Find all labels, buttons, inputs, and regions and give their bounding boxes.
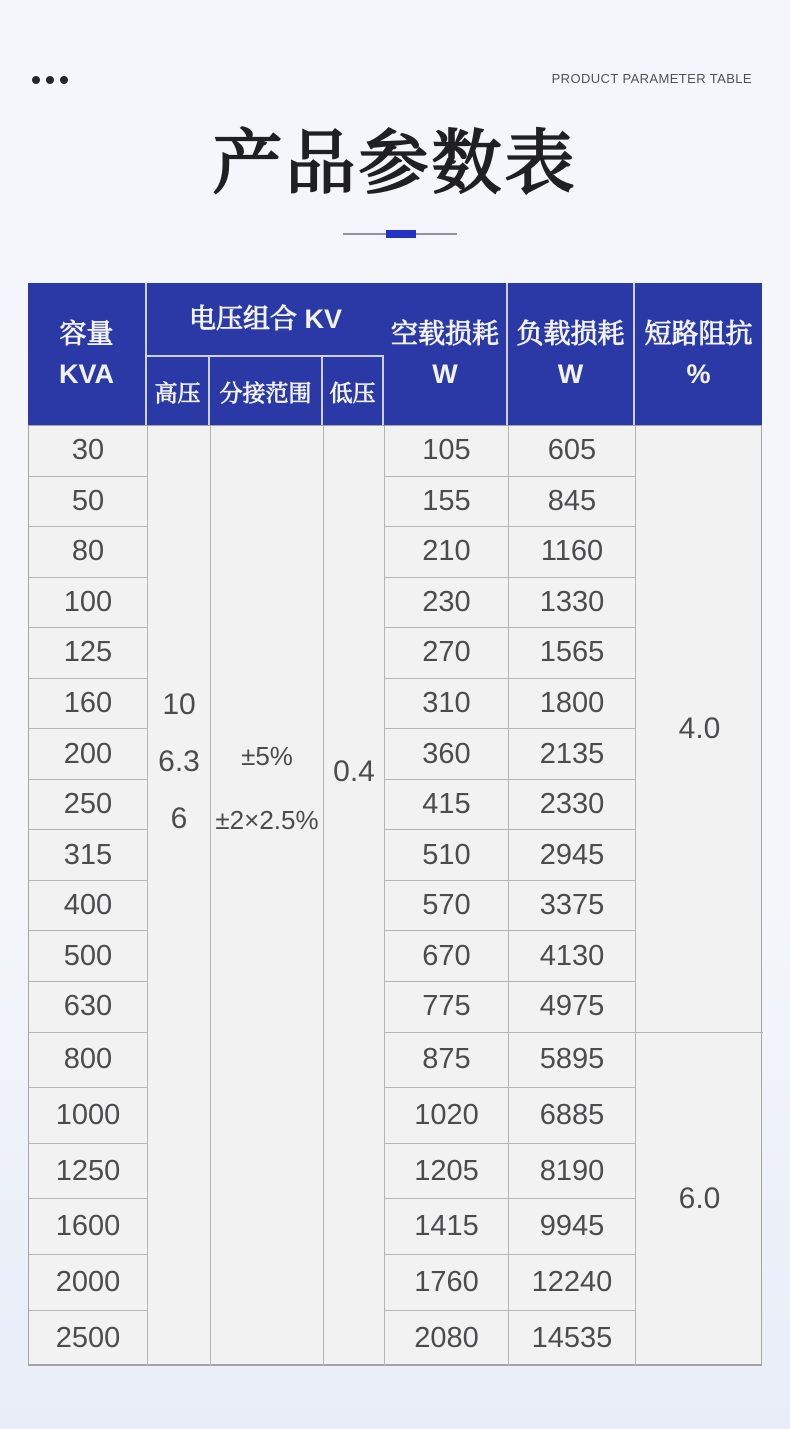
header-load-loss: 负载损耗 W <box>508 283 635 425</box>
cell-load: 6885 <box>509 1088 636 1144</box>
cell-load: 1160 <box>509 527 636 578</box>
cell-no-load: 510 <box>385 830 509 881</box>
cell-load: 1330 <box>509 578 636 629</box>
cell-kva: 400 <box>29 881 148 932</box>
header-no-load-loss: 空载损耗 W <box>384 283 508 425</box>
cell-kva: 160 <box>29 679 148 730</box>
cell-load: 8190 <box>509 1144 636 1200</box>
cell-load: 14535 <box>509 1311 636 1367</box>
cell-kva: 1250 <box>29 1144 148 1200</box>
cell-kva: 2500 <box>29 1311 148 1367</box>
cell-load: 2330 <box>509 780 636 831</box>
menu-dots-icon <box>32 76 68 84</box>
cell-kva: 250 <box>29 780 148 831</box>
header-impedance: 短路阻抗 % <box>644 319 753 389</box>
cell-load: 2135 <box>509 729 636 780</box>
header-capacity: 容量 KVA <box>28 283 147 425</box>
cell-load: 4130 <box>509 931 636 982</box>
table-body <box>28 425 762 1366</box>
cell-no-load: 1205 <box>385 1144 509 1200</box>
cell-no-load: 1415 <box>385 1199 509 1255</box>
cell-no-load: 570 <box>385 881 509 932</box>
eyebrow-label: PRODUCT PARAMETER TABLE <box>551 71 752 86</box>
cell-no-load: 670 <box>385 931 509 982</box>
cell-load: 1800 <box>509 679 636 730</box>
cell-kva: 100 <box>29 578 148 629</box>
cell-impedance-group2: 6.0 <box>678 1182 721 1216</box>
cell-kva: 30 <box>29 426 148 477</box>
cell-no-load: 875 <box>385 1033 509 1089</box>
dot-icon <box>60 76 68 84</box>
dot-icon <box>32 76 40 84</box>
cell-tap-range-merged: ±5% ±2×2.5% <box>211 426 324 1366</box>
table-header <box>28 283 762 425</box>
cell-kva: 800 <box>29 1033 148 1089</box>
cell-no-load: 360 <box>385 729 509 780</box>
header-tap-range: 分接范围 <box>210 357 323 425</box>
divider-accent <box>386 230 416 238</box>
cell-load: 605 <box>509 426 636 477</box>
cell-no-load: 210 <box>385 527 509 578</box>
cell-no-load: 105 <box>385 426 509 477</box>
cell-load: 12240 <box>509 1255 636 1311</box>
cell-load: 2945 <box>509 830 636 881</box>
cell-no-load: 1760 <box>385 1255 509 1311</box>
cell-no-load: 415 <box>385 780 509 831</box>
title-divider <box>343 226 457 242</box>
cell-low-voltage-merged: 0.4 <box>324 426 385 1366</box>
page-title: 产品参数表 <box>212 124 578 202</box>
cell-kva: 1000 <box>29 1088 148 1144</box>
cell-no-load: 155 <box>385 477 509 528</box>
cell-load: 1565 <box>509 628 636 679</box>
cell-kva: 50 <box>29 477 148 528</box>
header-high-voltage: 高压 <box>147 357 210 425</box>
header-low-voltage: 低压 <box>323 357 384 425</box>
cell-load: 5895 <box>509 1033 636 1089</box>
cell-no-load: 2080 <box>385 1311 509 1367</box>
cell-kva: 500 <box>29 931 148 982</box>
cell-kva: 2000 <box>29 1255 148 1311</box>
cell-kva: 80 <box>29 527 148 578</box>
cell-no-load: 270 <box>385 628 509 679</box>
cell-impedance-group1: 4.0 <box>636 426 763 1033</box>
cell-load: 4975 <box>509 982 636 1033</box>
cell-kva: 125 <box>29 628 148 679</box>
cell-kva: 200 <box>29 729 148 780</box>
cell-kva: 1600 <box>29 1199 148 1255</box>
cell-no-load: 310 <box>385 679 509 730</box>
cell-load: 9945 <box>509 1199 636 1255</box>
header-voltage-group: 电压组合 KV <box>147 283 384 357</box>
cell-load: 3375 <box>509 881 636 932</box>
dot-icon <box>46 76 54 84</box>
cell-no-load: 230 <box>385 578 509 629</box>
cell-kva: 630 <box>29 982 148 1033</box>
cell-high-voltage-merged: 10 6.3 6 <box>148 426 211 1366</box>
cell-kva: 315 <box>29 830 148 881</box>
cell-load: 845 <box>509 477 636 528</box>
cell-no-load: 1020 <box>385 1088 509 1144</box>
cell-no-load: 775 <box>385 982 509 1033</box>
